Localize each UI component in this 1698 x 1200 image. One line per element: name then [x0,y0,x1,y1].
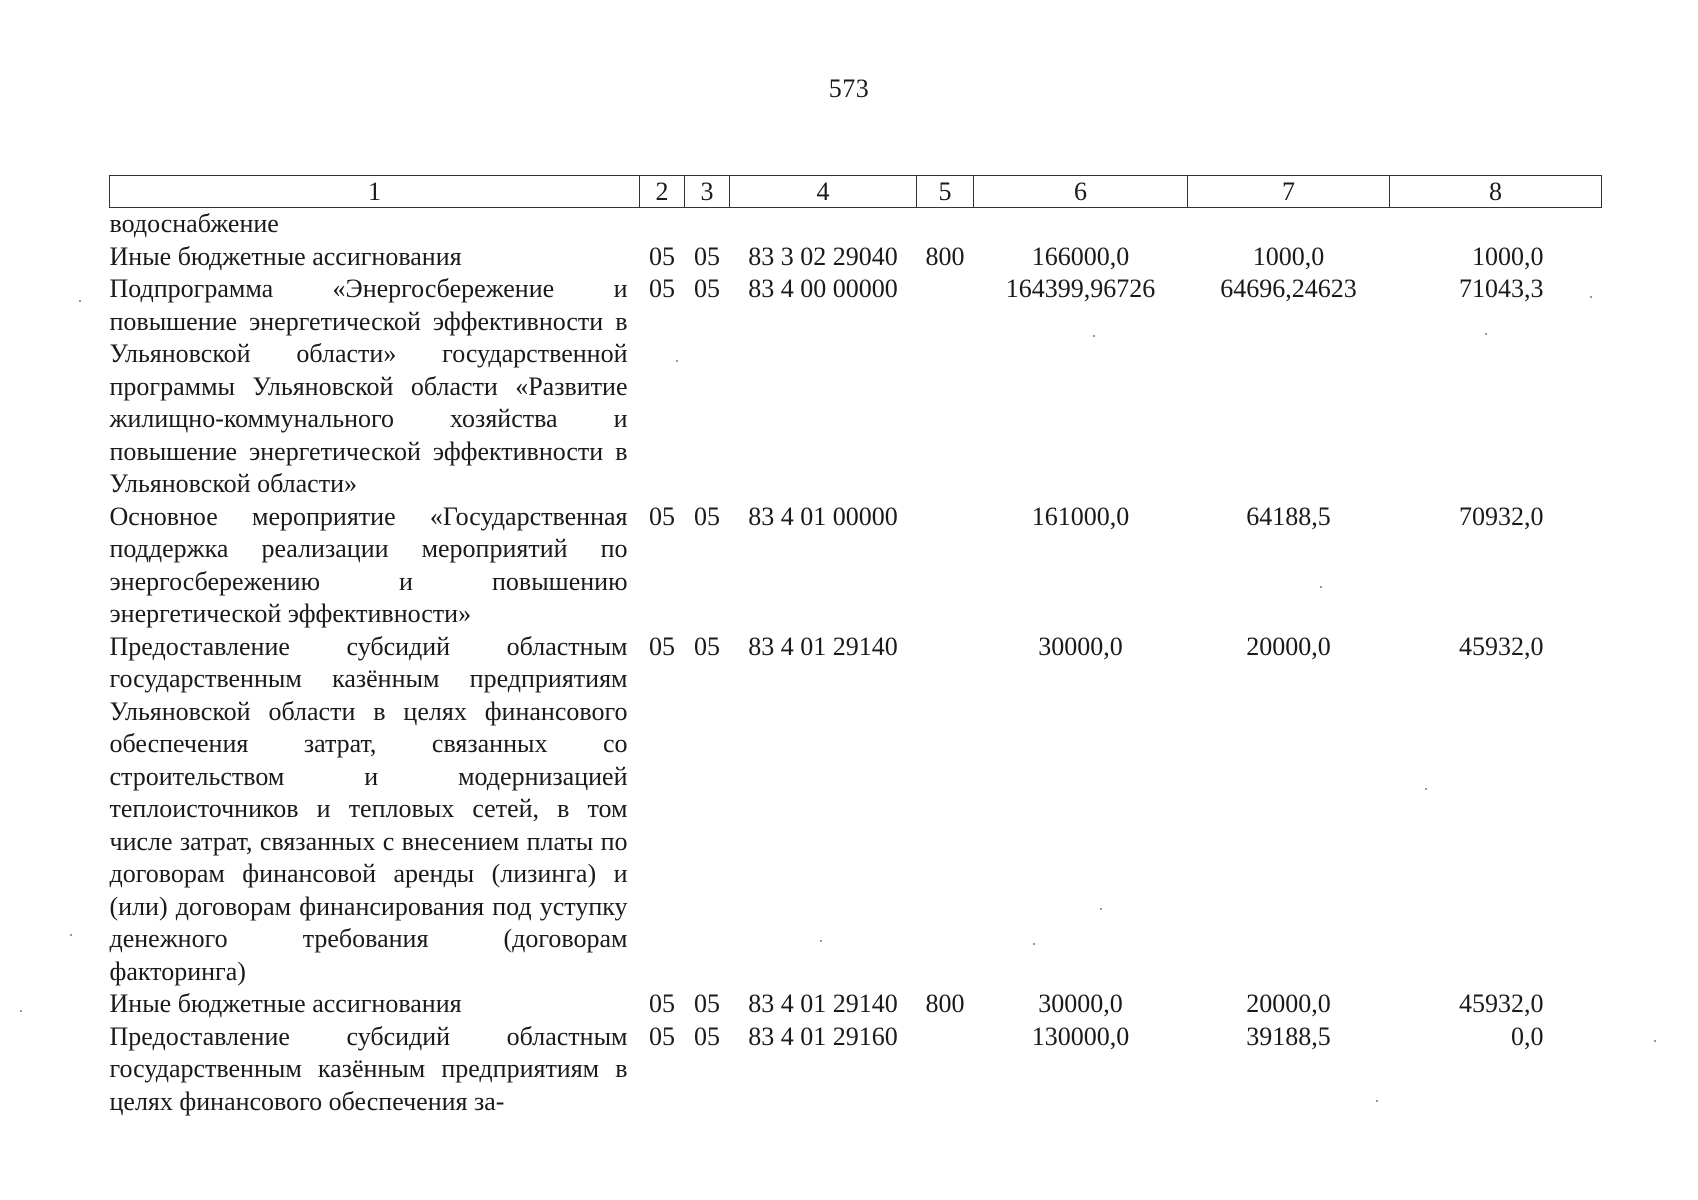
row-section: 05 [649,274,675,303]
row-expense-type: 800 [925,241,965,271]
row-amount-col8: 71043,3 [1459,274,1544,303]
scan-speck [1425,788,1427,790]
row-amount-col7: 39188,5 [1246,1021,1331,1051]
row-name: Предоставление субсидий областным государственным казённым предприятиям Ульяновской области в целях финансового обеспечения затрат, связанных со строительством и модернизацией теплоисточников и тепловых сетей, в том числе затрат, связанных с внесением платы по договорам финансовой аренды (лизинга) и (или) договорам финансирования под уступку денежного требования (договорам факторинга) [109,631,628,986]
row-amount-col6: 30000,0 [1038,631,1123,661]
row-subsection: 05 [694,274,720,303]
row-section: 05 [649,1021,675,1051]
row-subsection [685,208,730,241]
row-subsection: 05 [694,241,720,271]
row-amount-col6: 166000,0 [1031,241,1130,271]
table-row [110,1021,1602,1119]
row-target-article: 83 3 02 29040 [748,241,898,271]
scan-speck [1093,335,1095,337]
row-target-article: 83 4 00 00000 [748,274,898,303]
row-name: Предоставление субсидий областным государственным казённым предприятиям в целях финансового обеспечения за- [109,1021,628,1116]
column-header-4: 4 [730,176,917,208]
scan-speck [1590,296,1592,298]
row-target-article: 83 4 01 00000 [748,501,898,531]
scan-speck [676,360,678,362]
row-amount-col8: 1000,0 [1472,241,1544,271]
row-amount-col6: 130000,0 [1031,1021,1130,1051]
row-amount-col8: 70932,0 [1459,501,1544,531]
scan-speck [1033,943,1035,945]
scan-speck [70,934,72,936]
scan-speck [1376,1100,1378,1102]
column-header-6: 6 [974,176,1188,208]
page-number: 573 [828,74,870,103]
table-row [110,273,1602,501]
row-section: 05 [649,241,675,271]
table-row [110,208,1602,241]
row-name: Подпрограмма «Энергосбережение и повышение энергетической эффективности в Ульяновской области» государственной программы Ульяновской области «Развитие жилищно-коммунального хозяйства и повышение энергетической эффективности в Ульяновской области» [109,274,628,498]
column-header-2: 2 [640,176,685,208]
row-section: 05 [649,631,675,661]
column-header-8: 8 [1390,176,1602,208]
row-section: 05 [649,989,675,1018]
table-row [110,631,1602,989]
row-amount-col8: 45932,0 [1459,989,1544,1018]
budget-table [109,175,1602,1118]
scan-speck [1100,908,1102,910]
column-header-7: 7 [1188,176,1390,208]
table-header-row [110,176,1602,208]
table-row [110,501,1602,631]
row-expense-type [917,273,974,501]
row-name: Иные бюджетные ассигнования [109,241,462,271]
column-header-5: 5 [917,176,974,208]
row-subsection: 05 [694,631,720,661]
row-amount-col7: 20000,0 [1246,631,1331,661]
scan-speck [1320,586,1322,588]
row-amount-col7: 64696,24623 [1220,274,1357,303]
scan-speck [1654,1040,1656,1042]
table-row [110,988,1602,1021]
row-amount-col8: 0,0 [1511,1021,1544,1051]
row-expense-type [917,1021,974,1119]
row-expense-type [917,208,974,241]
row-amount-col6: 164399,96726 [1005,274,1156,303]
row-amount-col7: 64188,5 [1246,501,1331,531]
column-header-3: 3 [685,176,730,208]
row-name: Иные бюджетные ассигнования [109,989,462,1018]
row-section: 05 [649,501,675,531]
row-amount-col8: 45932,0 [1459,631,1544,661]
row-subsection: 05 [694,1021,720,1051]
row-subsection: 05 [694,501,720,531]
row-amount-col7: 20000,0 [1246,989,1331,1018]
column-header-1: 1 [110,176,640,208]
scan-speck [79,300,81,302]
row-section [640,208,685,241]
row-amount-col6: 30000,0 [1038,989,1123,1018]
row-subsection: 05 [694,989,720,1018]
row-name: Основное мероприятие «Государственная поддержка реализации мероприятий по энергосбережению и повышению энергетической эффективности» [109,501,628,628]
scan-speck [1485,333,1487,335]
row-target-article: 83 4 01 29140 [748,989,898,1018]
row-expense-type [917,631,974,989]
table-row [110,241,1602,274]
row-name: водоснабжение [109,209,279,238]
row-expense-type: 800 [925,989,965,1018]
row-amount-col6 [974,208,1188,241]
scan-speck [20,1010,22,1012]
row-amount-col7: 1000,0 [1252,241,1325,271]
row-amount-col8 [1390,208,1602,241]
row-target-article: 83 4 01 29160 [748,1021,898,1051]
row-target-article: 83 4 01 29140 [748,631,898,661]
row-target-article [730,208,917,241]
row-expense-type [917,501,974,631]
scan-speck [820,940,822,942]
row-amount-col7 [1188,208,1390,241]
row-amount-col6: 161000,0 [1031,501,1130,531]
